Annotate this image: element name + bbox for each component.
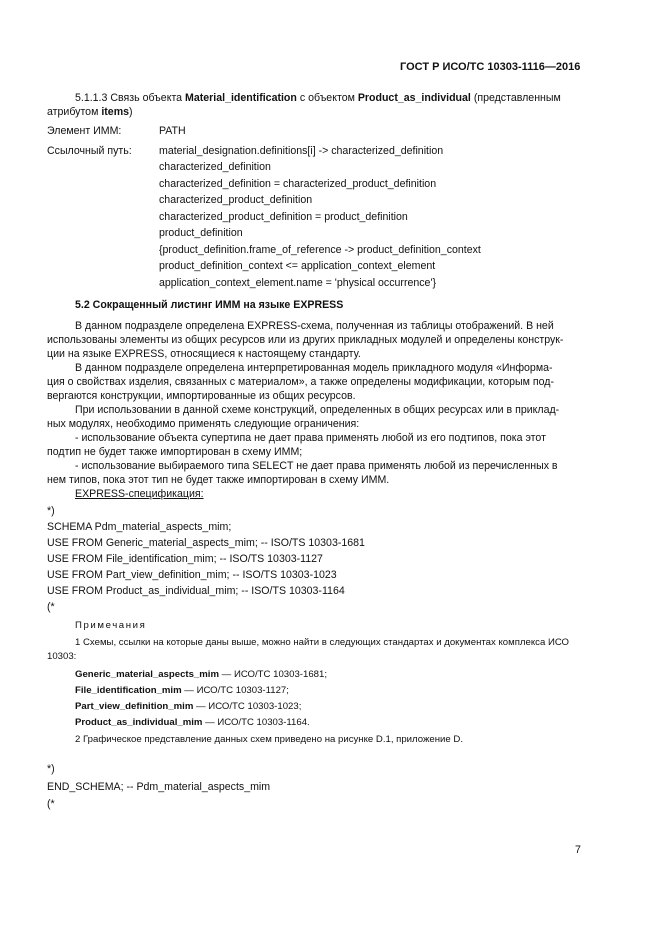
code-line: SCHEMA Pdm_material_aspects_mim;: [47, 521, 232, 533]
separator: —: [221, 669, 232, 680]
separator: —: [184, 685, 194, 696]
reference-path-line: application_context_element.name = 'physical occurrence'}: [159, 277, 436, 289]
reference-path-line: characterized_product_definition: [159, 194, 313, 206]
note-1-line: 1 Схемы, ссылки на которые даны выше, можно найти в следующих стандартах и документах комплекса ИСО: [75, 637, 570, 648]
schema-name: Part_view_definition_mim: [75, 701, 194, 712]
section-text: атрибутом: [47, 106, 99, 118]
entity-name: Product_as_individual: [357, 92, 471, 104]
note-1-line: 10303:: [47, 651, 77, 662]
entity-name: Material_identification: [185, 92, 297, 104]
separator: —: [196, 701, 206, 712]
reference-path-line: characterized_definition = characterized_product_definition: [159, 178, 437, 190]
express-spec-label: EXPRESS-спецификация:: [75, 488, 204, 500]
note-reference: [75, 716, 310, 729]
section-text: (представленным: [473, 92, 561, 104]
separator: —: [205, 717, 215, 728]
notes-title: Примечания: [75, 620, 147, 631]
document-header: ГОСТ Р ИСО/ТС 10303-1116—2016: [400, 61, 581, 73]
standard-ref: ИСО/ТС 10303-1023;: [208, 701, 302, 712]
code-line: *): [47, 763, 55, 775]
note-2: 2 Графическое представление данных схем приведено на рисунке D.1, приложение D.: [75, 734, 463, 745]
paragraph-line: вергаются конструкции, импортированные из общих ресурсов.: [47, 390, 356, 402]
code-line: USE FROM Generic_material_aspects_mim; -- ISO/TS 10303-1681: [47, 537, 365, 549]
code-line: USE FROM Part_view_definition_mim; -- ISO/TS 10303-1023: [47, 569, 337, 581]
paragraph-line: В данном подразделе определена EXPRESS-схема, полученная из таблицы отображений. В ней: [75, 320, 554, 332]
reference-path-line: {product_definition.frame_of_reference -> product_definition_context: [159, 244, 481, 256]
schema-name: File_identification_mim: [75, 685, 182, 696]
section-52-title: 5.2 Сокращенный листинг ИММ на языке EXPRESS: [75, 299, 344, 311]
section-text: Связь объекта: [110, 92, 183, 104]
standard-ref: ИСО/ТС 10303-1127;: [196, 685, 289, 696]
bullet-line: подтип не будет также импортирован в схему ИММ;: [47, 446, 303, 458]
note-reference: [75, 700, 301, 713]
note-reference: [75, 684, 289, 697]
paragraph-line: ция о свойствах изделия, связанных с материалом», а также определены модификации, которым под-: [47, 376, 554, 388]
section-text: ): [129, 106, 133, 118]
page-number: 7: [575, 844, 581, 856]
code-line: END_SCHEMA; -- Pdm_material_aspects_mim: [47, 781, 271, 793]
code-line: USE FROM Product_as_individual_mim; -- ISO/TS 10303-1164: [47, 585, 345, 597]
code-line: (*: [47, 601, 55, 613]
imm-element-label: Элемент ИММ:: [47, 125, 122, 137]
paragraph-line: ции на языке EXPRESS, относящиеся к настоящему стандарту.: [47, 348, 361, 360]
paragraph-line: При использовании в данной схеме конструкций, определенных в общих ресурсах или в приклад-: [75, 404, 560, 416]
paragraph-line: использованы элементы из общих ресурсов или из других прикладных модулей и определены конструк-: [47, 334, 564, 346]
paragraph-line: В данном подразделе определена интерпретированная модель прикладного модуля «Информа-: [75, 362, 553, 374]
code-line: *): [47, 505, 55, 517]
section-5113-line2: [47, 106, 133, 119]
reference-path-line: characterized_definition: [159, 161, 271, 173]
reference-path-line: product_definition: [159, 227, 243, 239]
schema-name: Product_as_individual_mim: [75, 717, 203, 728]
section-text: с объектом: [299, 92, 355, 104]
imm-element-value: PATH: [159, 125, 186, 137]
standard-ref: ИСО/ТС 10303-1164.: [217, 717, 310, 728]
section-number: 5.1.1.3: [75, 92, 108, 104]
bullet-line: - использование объекта супертипа не дает права применять любой из его подтипов, пока этот: [75, 432, 546, 444]
bullet-line: - использование выбираемого типа SELECT не дает права применять любой из перечисленных в: [75, 460, 558, 472]
bullet-line: нем типов, пока этот тип не будет также импортирован в схему ИММ.: [47, 474, 390, 486]
reference-path-line: material_designation.definitions[i] -> characterized_definition: [159, 145, 444, 157]
reference-path-label: Ссылочный путь:: [47, 145, 132, 157]
attribute-name: items: [101, 106, 130, 118]
note-reference: [75, 668, 327, 681]
paragraph-line: ных модулях, необходимо применять следующие ограничения:: [47, 418, 360, 430]
section-5113-line1: [75, 92, 561, 105]
schema-name: Generic_material_aspects_mim: [75, 669, 219, 680]
reference-path-line: characterized_product_definition = product_definition: [159, 211, 408, 223]
code-line: (*: [47, 798, 55, 810]
reference-path-line: product_definition_context <= application_context_element: [159, 260, 436, 272]
code-line: USE FROM File_identification_mim; -- ISO/TS 10303-1127: [47, 553, 323, 565]
standard-ref: ИСО/ТС 10303-1681;: [233, 669, 328, 680]
